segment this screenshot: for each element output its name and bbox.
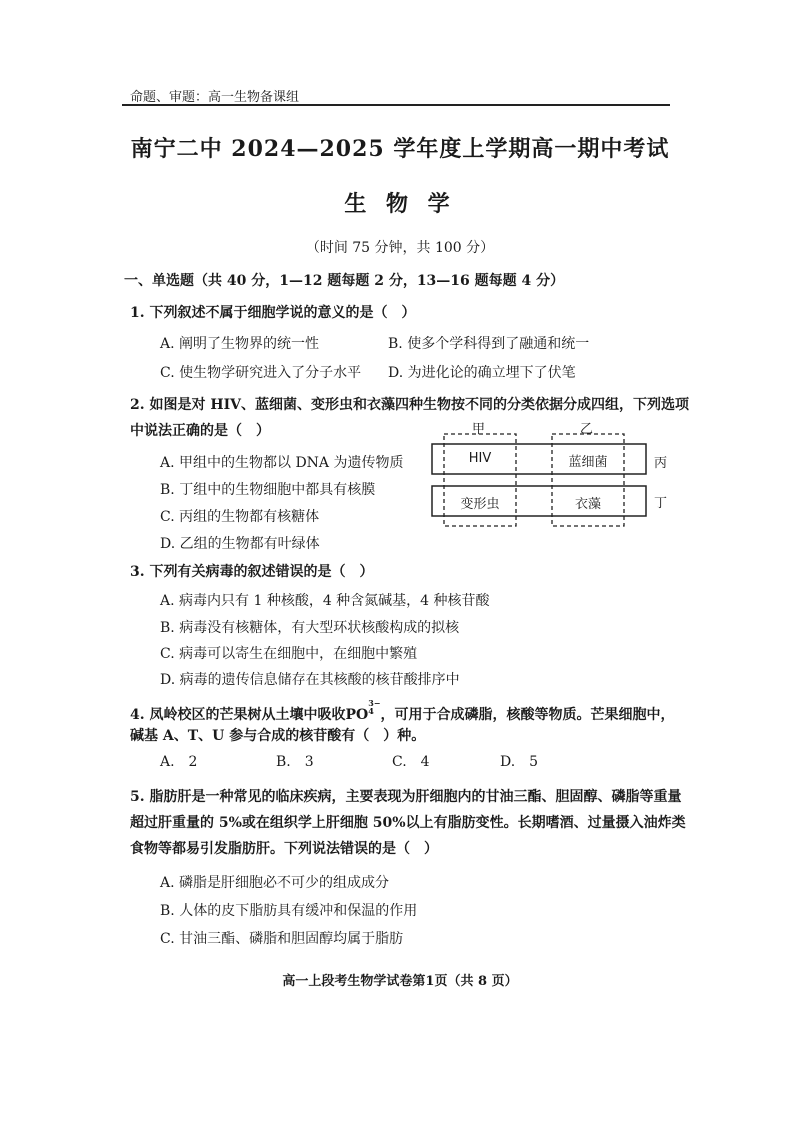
question-5-option-b: B. 人体的皮下脂肪具有缓冲和保温的作用 — [160, 903, 418, 919]
phosphate-charge — [368, 699, 380, 715]
question-4-option-a: A. 2 — [160, 754, 198, 770]
cell-amoeba: 变形虫 — [460, 497, 500, 512]
question-2-option-d: D. 乙组的生物都有叶绿体 — [160, 536, 320, 552]
question-4-option-c: C. 4 — [392, 754, 430, 770]
question-3-option-a: A. 病毒内只有 1 种核酸，4 种含氮碱基，4 种核苷酸 — [160, 593, 490, 609]
question-2-stem-line2: 中说法正确的是（ ） — [130, 423, 270, 439]
cell-cyanobacteria: 蓝细菌 — [568, 455, 608, 470]
question-5-stem-line3: 食物等都易引发脂肪肝。下列说法错误的是（ ） — [130, 841, 438, 857]
question-4-stem-line1 — [130, 699, 675, 724]
question-1-option-a: A. 阐明了生物界的统一性 — [160, 336, 320, 352]
exam-time-info: （时间 75 分钟，共 100 分） — [305, 240, 495, 256]
group-yi-box — [552, 434, 624, 526]
group-yi-label: 乙 — [580, 422, 594, 437]
author-note: 命题、审题：高一生物备课组 — [130, 90, 300, 105]
question-4-stem-line2: 碱基 A、T、U 参与合成的核苷酸有（ ）种。 — [130, 728, 426, 744]
question-2-stem-line1: 2. 如图是对 HIV、蓝细菌、变形虫和衣藻四种生物按不同的分类依据分成四组，下列选项 — [130, 397, 689, 413]
exam-subject: 生 物 学 — [344, 191, 456, 217]
question-4-stem-post: ，可用于合成磷脂，核酸等物质。芒果细胞中， — [380, 707, 675, 723]
question-5-option-c: C. 甘油三酯、磷脂和胆固醇均属于脂肪 — [160, 931, 404, 947]
question-5-option-a: A. 磷脂是肝细胞必不可少的组成成分 — [160, 875, 390, 891]
classification-diagram — [430, 422, 690, 530]
exam-title: 南宁二中 2024—2025 学年度上学期高一期中考试 — [130, 136, 670, 162]
question-4-option-b: B. 3 — [276, 754, 314, 770]
question-5-stem-line2: 超过肝重量的 5%或在组织学上肝细胞 50%以上有脂肪变性。长期嗜酒、过量摄入油炸类 — [130, 815, 686, 831]
question-4-stem-pre: 4. 凤岭校区的芒果树从土壤中吸收PO — [130, 707, 369, 723]
header-rule — [122, 104, 670, 106]
group-ding-label: 丁 — [654, 496, 668, 511]
page-footer: 高一上段考生物学试卷第1页（共 8 页） — [282, 974, 518, 989]
question-2-option-a: A. 甲组中的生物都以 DNA 为遗传物质 — [160, 455, 404, 471]
group-jia-box — [444, 434, 516, 526]
question-3-option-b: B. 病毒没有核糖体，有大型环状核酸构成的拟核 — [160, 620, 460, 636]
question-2-option-c: C. 丙组的生物都有核糖体 — [160, 509, 320, 525]
question-4-option-d: D. 5 — [500, 754, 539, 770]
section-title: 一、单选题（共 40 分，1—12 题每题 2 分，13—16 题每题 4 分） — [124, 273, 565, 289]
phosphate-charge-sup: 3− — [368, 698, 381, 708]
group-bing-label: 丙 — [654, 456, 668, 471]
classification-diagram-lines — [430, 422, 690, 530]
question-1-option-b: B. 使多个学科得到了融通和统一 — [388, 336, 590, 352]
cell-hiv: HIV — [468, 451, 492, 466]
question-5-stem-line1: 5. 脂肪肝是一种常见的临床疾病，主要表现为肝细胞内的甘油三酯、胆固醇、磷脂等重量 — [130, 789, 682, 805]
question-3-stem: 3. 下列有关病毒的叙述错误的是（ ） — [130, 564, 374, 580]
group-jia-label: 甲 — [472, 422, 486, 437]
question-2-option-b: B. 丁组中的生物细胞中都具有核膜 — [160, 482, 376, 498]
question-1-option-d: D. 为进化论的确立埋下了伏笔 — [388, 365, 576, 381]
question-1-option-c: C. 使生物学研究进入了分子水平 — [160, 365, 362, 381]
question-3-option-c: C. 病毒可以寄生在细胞中，在细胞中繁殖 — [160, 646, 418, 662]
phosphate-charge-sub: 4 — [368, 706, 374, 716]
question-3-option-d: D. 病毒的遗传信息储存在其核酸的核苷酸排序中 — [160, 672, 460, 688]
cell-chlamydomonas: 衣藻 — [574, 497, 601, 512]
question-1-stem: 1. 下列叙述不属于细胞学说的意义的是（ ） — [130, 305, 416, 321]
